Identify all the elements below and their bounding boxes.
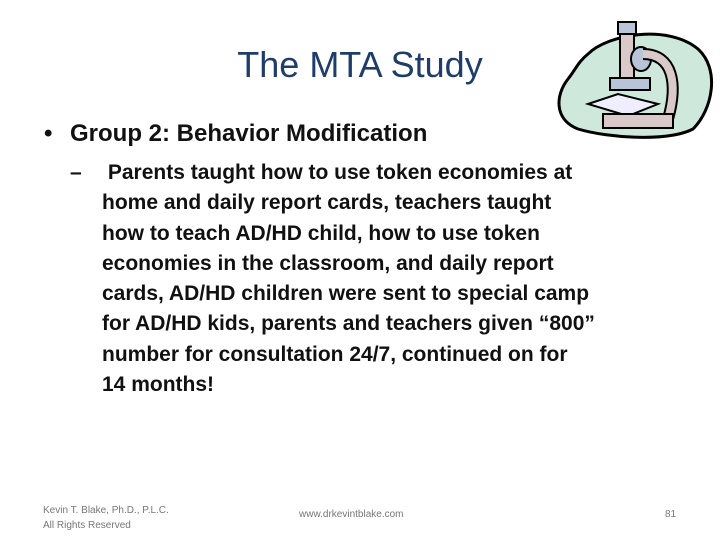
sub-bullet-line: 14 months! xyxy=(102,373,215,397)
sub-bullet-line: cards, AD/HD children were sent to special camp xyxy=(102,282,590,306)
page-number: 81 xyxy=(665,509,677,520)
microscope-icon xyxy=(548,14,718,139)
footer-rights: All Rights Reserved xyxy=(43,520,131,531)
sub-bullet-line: home and daily report cards, teachers taught xyxy=(102,191,552,215)
sub-bullet xyxy=(70,158,595,400)
footer-author xyxy=(43,503,169,533)
sub-bullet-line: economies in the classroom, and daily report xyxy=(102,251,554,275)
footer-author-name: Kevin T. Blake, Ph.D., P.L.C. xyxy=(43,505,169,516)
sub-bullet-line: number for consultation 24/7, continued on for xyxy=(102,342,568,366)
dash-marker: – xyxy=(70,161,82,184)
bullet-item xyxy=(44,120,427,148)
footer-website: www.drkevintblake.com xyxy=(299,509,404,520)
sub-bullet-line: Parents taught how to use token economies at xyxy=(102,161,573,184)
sub-bullet-line: how to teach AD/HD child, how to use token xyxy=(102,221,540,245)
bullet-text: Group 2: Behavior Modification xyxy=(70,120,428,147)
bullet-marker: • xyxy=(44,120,53,147)
sub-bullet-line: for AD/HD kids, parents and teachers given “800” xyxy=(102,312,595,336)
slide-title: The MTA Study xyxy=(237,44,483,85)
